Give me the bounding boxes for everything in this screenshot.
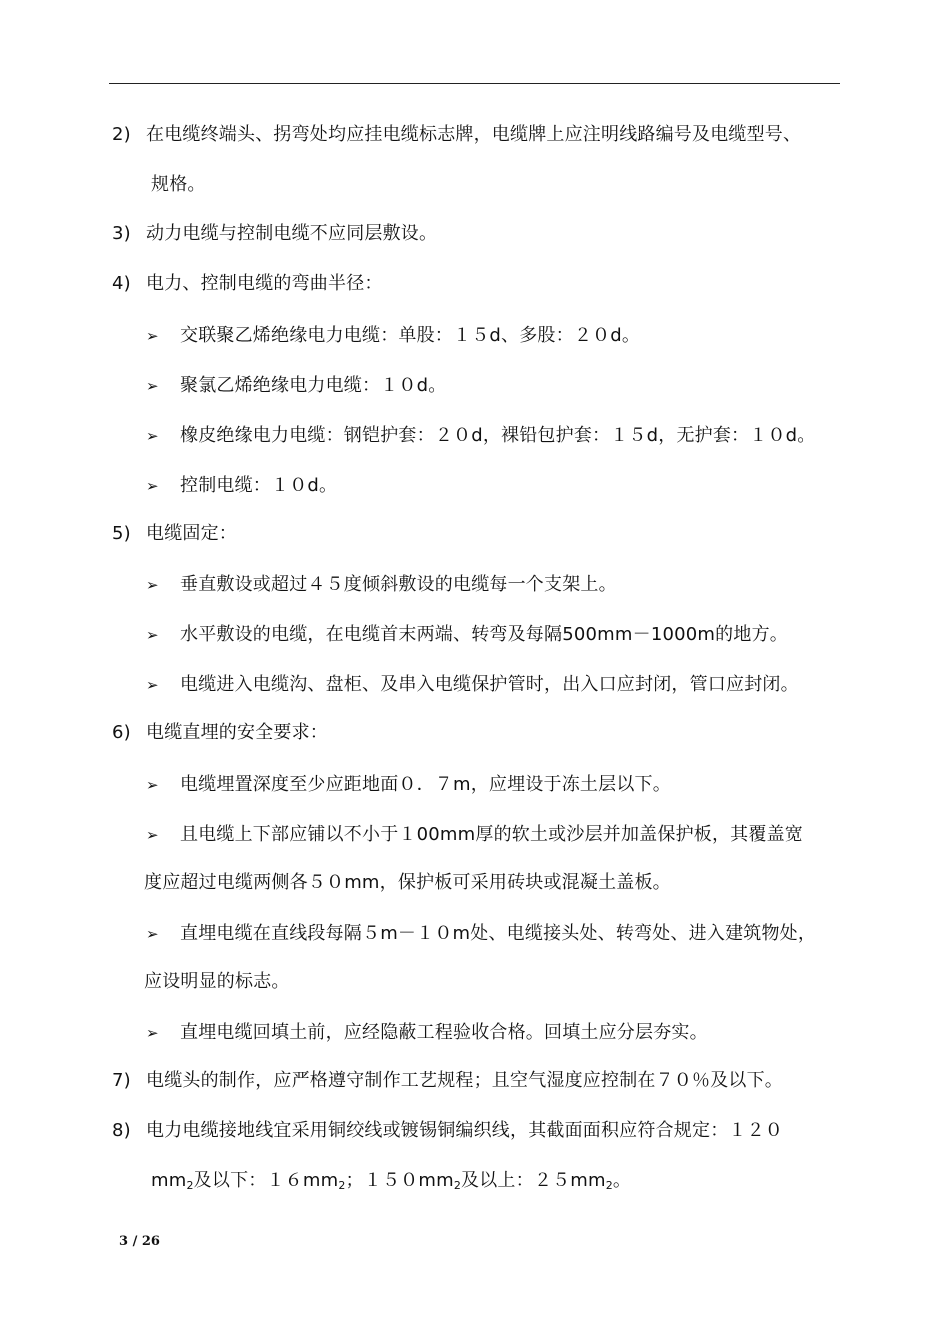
bullet-text: 聚氯乙烯绝缘电力电缆：１０d。 <box>180 375 447 396</box>
item-text: 电缆固定： <box>146 523 237 544</box>
item-text: 在电缆终端头、拐弯处均应挂电缆标志牌，电缆牌上应注明线路编号及电缆型号、 <box>146 124 802 145</box>
item-number: 7) <box>112 1070 131 1091</box>
bullet-text: 直埋电缆回填土前，应经隐蔽工程验收合格。回填土应分层夯实。 <box>180 1022 708 1043</box>
bullet-arrow-icon: ➢ <box>146 1024 159 1042</box>
page-number: 3 / 26 <box>119 1234 160 1249</box>
unit-text: 及以上：２５mm <box>461 1170 606 1191</box>
unit-text: 。 <box>612 1170 632 1191</box>
item-number: 6) <box>112 722 131 743</box>
bullet-arrow-icon: ➢ <box>146 576 159 594</box>
item-number: 5) <box>112 523 131 544</box>
bullet-arrow-icon: ➢ <box>146 776 159 794</box>
item-text: 电力电缆接地线宜采用铜绞线或镀锡铜编织线，其截面面积应符合规定：１２０ <box>146 1120 783 1141</box>
unit-text: ；１５０mm <box>345 1170 454 1191</box>
item-number: 2) <box>112 124 131 145</box>
bullet-text: 电缆进入电缆沟、盘柜、及串入电缆保护管时，出入口应封闭，管口应封闭。 <box>180 674 799 695</box>
item-text: 动力电缆与控制电缆不应同层敷设。 <box>146 223 438 244</box>
unit-text: 及以下：１６mm <box>193 1170 339 1191</box>
subscript: 2 <box>605 1179 613 1192</box>
bullet-arrow-icon: ➢ <box>146 826 159 844</box>
item-continuation <box>151 1169 631 1193</box>
item-number: 8) <box>112 1120 131 1141</box>
bullet-text: 橡皮绝缘电力电缆：钢铠护套：２０d，裸铅包护套：１５d，无护套：１０d。 <box>180 425 816 446</box>
subscript: 2 <box>453 1179 462 1192</box>
bullet-arrow-icon: ➢ <box>146 377 159 395</box>
item-number: 3) <box>112 223 131 244</box>
bullet-arrow-icon: ➢ <box>146 925 159 943</box>
bullet-text: 控制电缆：１０d。 <box>180 475 338 496</box>
bullet-arrow-icon: ➢ <box>146 327 159 345</box>
header-rule <box>109 83 840 84</box>
bullet-continuation: 度应超过电缆两侧各５０mm，保护板可采用砖块或混凝土盖板。 <box>144 872 671 893</box>
bullet-text: 垂直敷设或超过４５度倾斜敷设的电缆每一个支架上。 <box>180 574 617 595</box>
bullet-continuation: 应设明显的标志。 <box>144 971 290 992</box>
item-number: 4) <box>112 273 131 294</box>
bullet-text: 直埋电缆在直线段每隔５m－１０m处、电缆接头处、转弯处、进入建筑物处， <box>180 923 817 944</box>
subscript: 2 <box>338 1179 346 1192</box>
bullet-text: 水平敷设的电缆，在电缆首末两端、转弯及每隔500mm－1000m的地方。 <box>180 624 788 645</box>
subscript: 2 <box>186 1179 194 1192</box>
bullet-arrow-icon: ➢ <box>146 477 159 495</box>
bullet-text: 交联聚乙烯绝缘电力电缆：单股：１５d、多股：２０d。 <box>180 325 641 346</box>
item-continuation: 规格。 <box>151 174 206 195</box>
bullet-arrow-icon: ➢ <box>146 427 159 445</box>
item-text: 电力、控制电缆的弯曲半径： <box>146 273 383 294</box>
item-text: 电缆头的制作，应严格遵守制作工艺规程；且空气湿度应控制在７０％及以下。 <box>146 1070 783 1091</box>
bullet-arrow-icon: ➢ <box>146 676 159 694</box>
bullet-arrow-icon: ➢ <box>146 626 159 644</box>
bullet-text: 电缆埋置深度至少应距地面０．７m，应埋设于冻土层以下。 <box>180 774 671 795</box>
bullet-text: 且电缆上下部应铺以不小于１00mm厚的软土或沙层并加盖保护板，其覆盖宽 <box>180 824 803 845</box>
item-text: 电缆直埋的安全要求： <box>146 722 328 743</box>
unit-text: mm <box>151 1170 187 1191</box>
